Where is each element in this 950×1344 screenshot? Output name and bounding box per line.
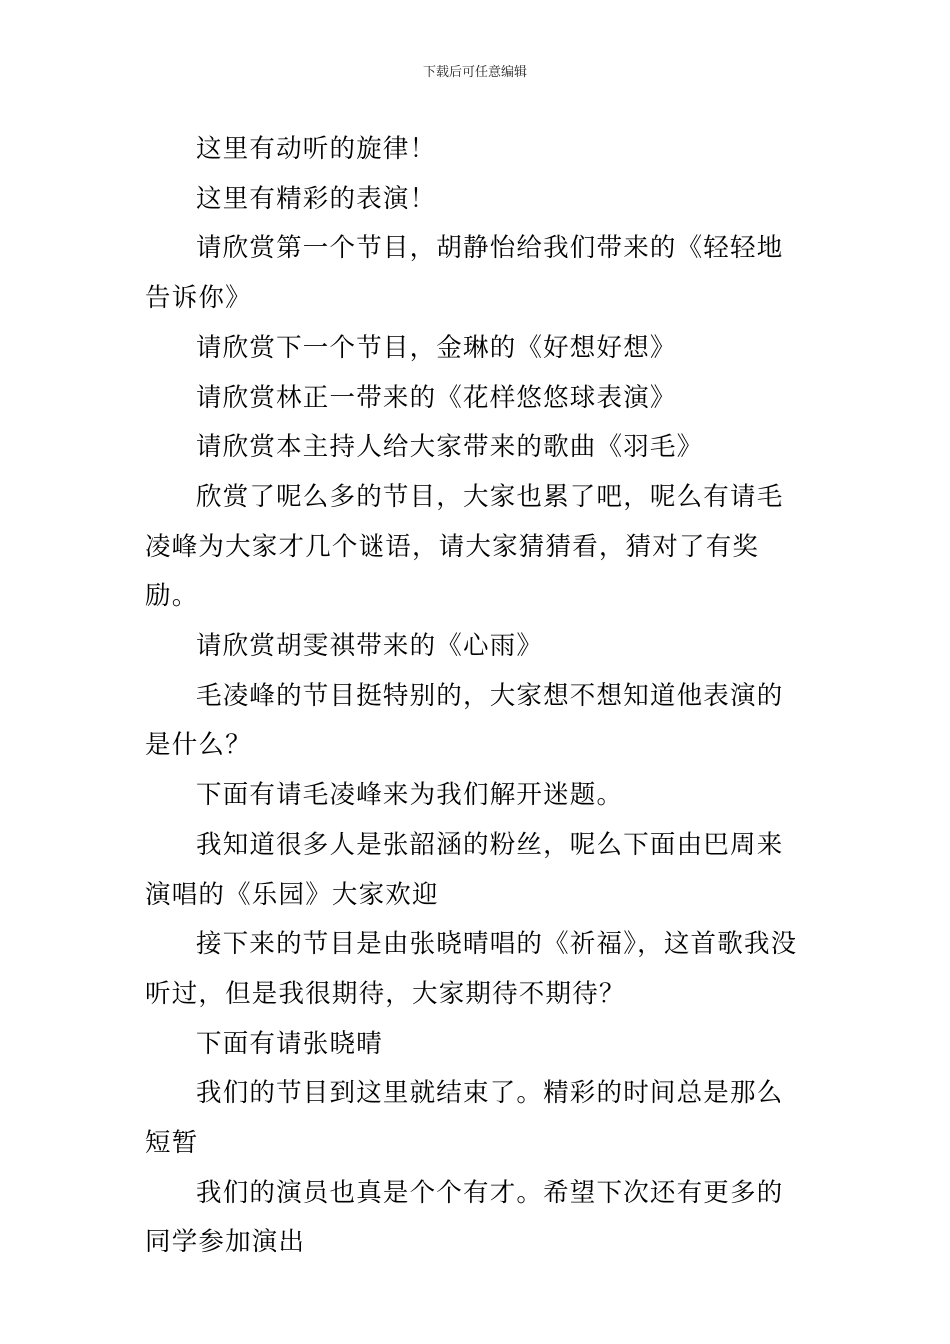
page-header: 下载后可任意编辑 [422,65,527,80]
paragraph: 请欣赏林正一带来的《花样悠悠球表演》 [196,382,677,413]
paragraph: 这里有精彩的表演！ [196,183,437,214]
paragraph: 我们的演员也真是个个有才。希望下次还有更多的同学参加演出 [145,1177,784,1258]
document-body [145,125,810,1268]
paragraph: 这里有动听的旋律！ [196,134,437,164]
paragraph: 接下来的节目是由张晓晴唱的《祈福》，这首歌我没听过，但是我很期待，大家期待不期待？ [145,929,798,1009]
paragraph: 请欣赏本主持人给大家带来的歌曲《羽毛》 [196,432,704,463]
paragraph: 请欣赏下一个节目，金琳的《好想好想》 [196,332,677,363]
paragraph: 请欣赏第一个节目，胡静怡给我们带来的《轻轻地告诉你》 [145,233,784,314]
paragraph: 我知道很多人是张韶涵的粉丝，呢么下面由巴周来演唱的《乐园》大家欢迎 [145,829,784,910]
paragraph: 欣赏了呢么多的节目，大家也累了吧，呢么有请毛凌峰为大家才几个谜语，请大家猜猜看，猜对了有奖励。 [145,481,784,612]
paragraph: 我们的节目到这里就结束了。精彩的时间总是那么短暂 [145,1078,784,1159]
paragraph: 下面有请张晓晴 [196,1028,383,1059]
paragraph: 请欣赏胡雯祺带来的《心雨》 [196,631,544,662]
paragraph: 毛凌峰的节目挺特别的，大家想不想知道他表演的是什么？ [145,680,784,761]
paragraph: 下面有请毛凌峰来为我们解开迷题。 [196,780,624,811]
